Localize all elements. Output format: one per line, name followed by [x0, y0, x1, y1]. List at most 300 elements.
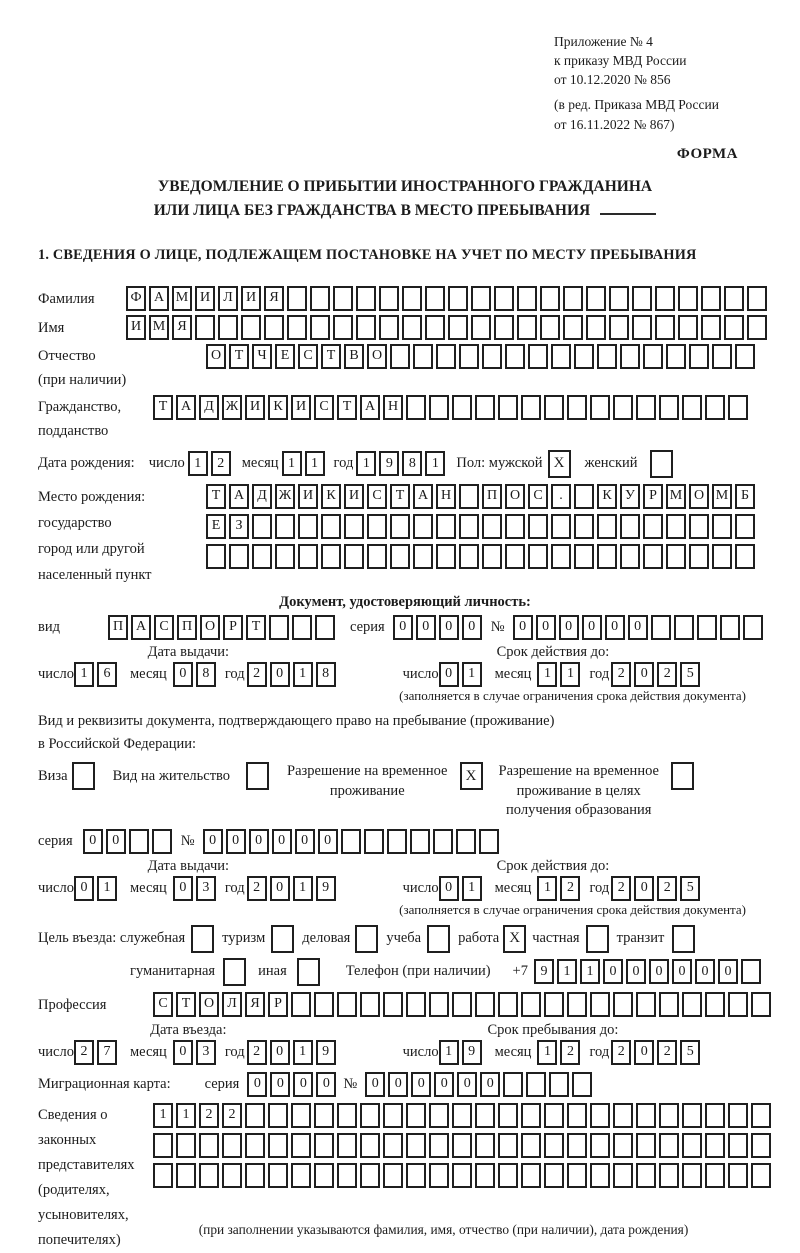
char-cell[interactable]: Т — [153, 395, 173, 420]
char-cell[interactable]: 0 — [603, 959, 623, 984]
char-cell[interactable]: 1 — [188, 451, 208, 476]
char-cell[interactable] — [310, 286, 330, 311]
char-cell[interactable] — [471, 315, 491, 340]
char-cell[interactable]: 1 — [557, 959, 577, 984]
char-cell[interactable] — [402, 286, 422, 311]
char-cell[interactable] — [728, 1163, 748, 1188]
char-cell[interactable] — [574, 514, 594, 539]
char-cell[interactable]: 0 — [416, 615, 436, 640]
char-cell[interactable] — [521, 1103, 541, 1128]
char-cell[interactable] — [705, 1163, 725, 1188]
char-cell[interactable] — [287, 286, 307, 311]
char-cell[interactable] — [459, 344, 479, 369]
char-cell[interactable] — [229, 544, 249, 569]
char-cell[interactable] — [475, 395, 495, 420]
char-cell[interactable]: О — [200, 615, 220, 640]
char-cell[interactable] — [517, 315, 537, 340]
char-cell[interactable] — [544, 1163, 564, 1188]
char-cell[interactable] — [152, 829, 172, 854]
char-cell[interactable] — [292, 615, 312, 640]
char-cell[interactable] — [268, 1133, 288, 1158]
char-cell[interactable] — [298, 544, 318, 569]
char-cell[interactable]: И — [291, 395, 311, 420]
char-cell[interactable]: П — [108, 615, 128, 640]
char-cell[interactable] — [682, 1163, 702, 1188]
char-cell[interactable] — [636, 1163, 656, 1188]
char-cell[interactable] — [344, 544, 364, 569]
char-cell[interactable]: У — [620, 484, 640, 509]
char-cell[interactable]: С — [298, 344, 318, 369]
char-cell[interactable]: И — [126, 315, 146, 340]
char-cell[interactable]: 0 — [270, 876, 290, 901]
char-cell[interactable] — [252, 514, 272, 539]
char-cell[interactable] — [505, 544, 525, 569]
char-cell[interactable]: Д — [252, 484, 272, 509]
char-cell[interactable]: 0 — [605, 615, 625, 640]
char-cell[interactable] — [517, 286, 537, 311]
char-cell[interactable] — [689, 344, 709, 369]
char-cell[interactable] — [666, 544, 686, 569]
char-cell[interactable]: О — [199, 992, 219, 1017]
char-cell[interactable]: 9 — [379, 451, 399, 476]
char-cell[interactable] — [337, 1103, 357, 1128]
char-cell[interactable]: . — [551, 484, 571, 509]
char-cell[interactable] — [314, 1103, 334, 1128]
char-cell[interactable] — [195, 315, 215, 340]
char-cell[interactable] — [436, 514, 456, 539]
residence-permit-checkbox[interactable] — [246, 762, 269, 790]
char-cell[interactable] — [360, 1103, 380, 1128]
char-cell[interactable] — [275, 514, 295, 539]
char-cell[interactable]: А — [229, 484, 249, 509]
char-cell[interactable] — [551, 344, 571, 369]
char-cell[interactable] — [720, 615, 740, 640]
char-cell[interactable] — [574, 484, 594, 509]
char-cell[interactable] — [387, 829, 407, 854]
char-cell[interactable] — [544, 1103, 564, 1128]
char-cell[interactable]: 0 — [203, 829, 223, 854]
char-cell[interactable] — [341, 829, 361, 854]
char-cell[interactable] — [705, 1133, 725, 1158]
char-cell[interactable]: 0 — [249, 829, 269, 854]
purpose-study-checkbox[interactable] — [427, 925, 450, 953]
char-cell[interactable]: С — [367, 484, 387, 509]
char-cell[interactable]: К — [268, 395, 288, 420]
char-cell[interactable]: 2 — [657, 1040, 677, 1065]
char-cell[interactable] — [436, 544, 456, 569]
char-cell[interactable] — [406, 395, 426, 420]
char-cell[interactable]: 0 — [536, 615, 556, 640]
char-cell[interactable]: Л — [218, 286, 238, 311]
char-cell[interactable]: Н — [436, 484, 456, 509]
char-cell[interactable]: 1 — [293, 876, 313, 901]
char-cell[interactable] — [429, 1133, 449, 1158]
char-cell[interactable]: Т — [229, 344, 249, 369]
char-cell[interactable] — [222, 1133, 242, 1158]
char-cell[interactable] — [613, 992, 633, 1017]
char-cell[interactable] — [314, 1163, 334, 1188]
char-cell[interactable]: 0 — [173, 662, 193, 687]
char-cell[interactable] — [620, 344, 640, 369]
char-cell[interactable]: А — [360, 395, 380, 420]
char-cell[interactable] — [298, 514, 318, 539]
char-cell[interactable]: И — [298, 484, 318, 509]
char-cell[interactable] — [659, 395, 679, 420]
char-cell[interactable]: 2 — [611, 1040, 631, 1065]
purpose-business-checkbox[interactable] — [355, 925, 378, 953]
char-cell[interactable] — [268, 1103, 288, 1128]
char-cell[interactable] — [521, 395, 541, 420]
char-cell[interactable]: 0 — [457, 1072, 477, 1097]
char-cell[interactable]: 1 — [74, 662, 94, 687]
char-cell[interactable]: 0 — [634, 1040, 654, 1065]
char-cell[interactable] — [666, 514, 686, 539]
char-cell[interactable] — [429, 395, 449, 420]
char-cell[interactable]: 8 — [402, 451, 422, 476]
char-cell[interactable] — [567, 992, 587, 1017]
char-cell[interactable] — [735, 344, 755, 369]
char-cell[interactable]: Ч — [252, 344, 272, 369]
char-cell[interactable]: 1 — [293, 662, 313, 687]
char-cell[interactable] — [705, 992, 725, 1017]
char-cell[interactable] — [632, 286, 652, 311]
char-cell[interactable] — [572, 1072, 592, 1097]
char-cell[interactable] — [712, 344, 732, 369]
char-cell[interactable]: 1 — [537, 662, 557, 687]
char-cell[interactable] — [459, 514, 479, 539]
char-cell[interactable]: 3 — [196, 876, 216, 901]
char-cell[interactable]: 0 — [226, 829, 246, 854]
char-cell[interactable] — [176, 1133, 196, 1158]
char-cell[interactable] — [482, 344, 502, 369]
char-cell[interactable] — [689, 544, 709, 569]
purpose-transit-checkbox[interactable] — [672, 925, 695, 953]
char-cell[interactable] — [356, 286, 376, 311]
char-cell[interactable]: 0 — [106, 829, 126, 854]
char-cell[interactable]: И — [245, 395, 265, 420]
char-cell[interactable] — [482, 544, 502, 569]
char-cell[interactable] — [291, 1133, 311, 1158]
char-cell[interactable]: И — [241, 286, 261, 311]
char-cell[interactable]: Р — [223, 615, 243, 640]
char-cell[interactable] — [528, 514, 548, 539]
char-cell[interactable] — [563, 286, 583, 311]
char-cell[interactable]: А — [131, 615, 151, 640]
char-cell[interactable]: Т — [176, 992, 196, 1017]
char-cell[interactable]: О — [206, 344, 226, 369]
char-cell[interactable]: Я — [245, 992, 265, 1017]
char-cell[interactable]: 0 — [270, 1040, 290, 1065]
char-cell[interactable]: Я — [264, 286, 284, 311]
char-cell[interactable] — [452, 1133, 472, 1158]
char-cell[interactable]: П — [482, 484, 502, 509]
char-cell[interactable] — [482, 514, 502, 539]
char-cell[interactable]: 0 — [318, 829, 338, 854]
char-cell[interactable]: 0 — [513, 615, 533, 640]
char-cell[interactable]: 0 — [365, 1072, 385, 1097]
char-cell[interactable]: Б — [735, 484, 755, 509]
char-cell[interactable]: 0 — [439, 662, 459, 687]
char-cell[interactable] — [567, 1133, 587, 1158]
char-cell[interactable]: К — [597, 484, 617, 509]
char-cell[interactable]: 8 — [196, 662, 216, 687]
char-cell[interactable] — [651, 615, 671, 640]
char-cell[interactable]: 0 — [480, 1072, 500, 1097]
char-cell[interactable]: О — [367, 344, 387, 369]
char-cell[interactable]: 0 — [74, 876, 94, 901]
char-cell[interactable]: 0 — [628, 615, 648, 640]
char-cell[interactable] — [728, 1133, 748, 1158]
temp-permit-edu-checkbox[interactable] — [671, 762, 694, 790]
char-cell[interactable] — [498, 1163, 518, 1188]
char-cell[interactable] — [291, 992, 311, 1017]
char-cell[interactable] — [728, 1103, 748, 1128]
char-cell[interactable]: Н — [383, 395, 403, 420]
char-cell[interactable]: Я — [172, 315, 192, 340]
char-cell[interactable] — [643, 344, 663, 369]
char-cell[interactable]: М — [172, 286, 192, 311]
char-cell[interactable] — [741, 959, 761, 984]
char-cell[interactable]: 0 — [718, 959, 738, 984]
char-cell[interactable]: 0 — [83, 829, 103, 854]
char-cell[interactable] — [586, 315, 606, 340]
char-cell[interactable] — [636, 1133, 656, 1158]
char-cell[interactable] — [659, 1103, 679, 1128]
char-cell[interactable]: А — [176, 395, 196, 420]
char-cell[interactable]: 8 — [316, 662, 336, 687]
char-cell[interactable]: 2 — [657, 876, 677, 901]
char-cell[interactable] — [659, 992, 679, 1017]
char-cell[interactable] — [590, 1133, 610, 1158]
char-cell[interactable] — [613, 1133, 633, 1158]
char-cell[interactable] — [390, 544, 410, 569]
char-cell[interactable]: Т — [206, 484, 226, 509]
char-cell[interactable] — [402, 315, 422, 340]
char-cell[interactable] — [521, 1163, 541, 1188]
char-cell[interactable] — [222, 1163, 242, 1188]
char-cell[interactable] — [544, 1133, 564, 1158]
purpose-other-checkbox[interactable] — [297, 958, 320, 986]
char-cell[interactable]: 2 — [657, 662, 677, 687]
char-cell[interactable] — [540, 286, 560, 311]
char-cell[interactable]: Д — [199, 395, 219, 420]
char-cell[interactable]: 0 — [270, 1072, 290, 1097]
char-cell[interactable]: 2 — [247, 876, 267, 901]
char-cell[interactable] — [269, 615, 289, 640]
char-cell[interactable]: 2 — [199, 1103, 219, 1128]
char-cell[interactable] — [590, 1103, 610, 1128]
char-cell[interactable] — [406, 1103, 426, 1128]
purpose-humanitarian-checkbox[interactable] — [223, 958, 246, 986]
char-cell[interactable]: 0 — [672, 959, 692, 984]
temp-permit-checkbox[interactable]: X — [460, 762, 483, 790]
char-cell[interactable] — [344, 514, 364, 539]
char-cell[interactable]: 0 — [393, 615, 413, 640]
char-cell[interactable]: 1 — [425, 451, 445, 476]
char-cell[interactable] — [360, 1163, 380, 1188]
char-cell[interactable] — [590, 1163, 610, 1188]
char-cell[interactable] — [337, 1133, 357, 1158]
char-cell[interactable]: 1 — [176, 1103, 196, 1128]
char-cell[interactable]: А — [149, 286, 169, 311]
char-cell[interactable] — [452, 1103, 472, 1128]
char-cell[interactable] — [678, 286, 698, 311]
char-cell[interactable] — [206, 544, 226, 569]
char-cell[interactable] — [471, 286, 491, 311]
char-cell[interactable] — [674, 615, 694, 640]
char-cell[interactable] — [413, 514, 433, 539]
char-cell[interactable]: Т — [337, 395, 357, 420]
char-cell[interactable]: 3 — [196, 1040, 216, 1065]
char-cell[interactable] — [452, 1163, 472, 1188]
char-cell[interactable] — [747, 315, 767, 340]
char-cell[interactable]: 0 — [626, 959, 646, 984]
char-cell[interactable]: 0 — [439, 876, 459, 901]
char-cell[interactable] — [337, 992, 357, 1017]
char-cell[interactable] — [406, 1133, 426, 1158]
char-cell[interactable] — [241, 315, 261, 340]
char-cell[interactable] — [379, 315, 399, 340]
char-cell[interactable]: 1 — [282, 451, 302, 476]
char-cell[interactable]: П — [177, 615, 197, 640]
char-cell[interactable] — [252, 544, 272, 569]
char-cell[interactable]: Т — [246, 615, 266, 640]
char-cell[interactable] — [452, 992, 472, 1017]
char-cell[interactable] — [425, 286, 445, 311]
char-cell[interactable]: 1 — [537, 876, 557, 901]
char-cell[interactable] — [360, 1133, 380, 1158]
char-cell[interactable] — [544, 395, 564, 420]
char-cell[interactable] — [705, 395, 725, 420]
char-cell[interactable] — [275, 544, 295, 569]
char-cell[interactable] — [567, 1163, 587, 1188]
char-cell[interactable] — [268, 1163, 288, 1188]
char-cell[interactable] — [410, 829, 430, 854]
char-cell[interactable] — [574, 544, 594, 569]
char-cell[interactable]: С — [153, 992, 173, 1017]
char-cell[interactable]: 1 — [462, 876, 482, 901]
sex-female-checkbox[interactable] — [650, 450, 673, 478]
char-cell[interactable] — [586, 286, 606, 311]
char-cell[interactable] — [636, 1103, 656, 1128]
char-cell[interactable] — [315, 615, 335, 640]
char-cell[interactable] — [390, 514, 410, 539]
char-cell[interactable] — [728, 395, 748, 420]
char-cell[interactable]: 9 — [316, 876, 336, 901]
char-cell[interactable] — [475, 1163, 495, 1188]
char-cell[interactable] — [590, 395, 610, 420]
purpose-work-checkbox[interactable]: X — [503, 925, 526, 953]
char-cell[interactable] — [413, 544, 433, 569]
char-cell[interactable]: 0 — [634, 662, 654, 687]
char-cell[interactable]: 2 — [611, 876, 631, 901]
char-cell[interactable] — [659, 1133, 679, 1158]
char-cell[interactable] — [436, 344, 456, 369]
char-cell[interactable]: 1 — [97, 876, 117, 901]
char-cell[interactable]: 5 — [680, 876, 700, 901]
char-cell[interactable] — [712, 514, 732, 539]
char-cell[interactable] — [413, 344, 433, 369]
char-cell[interactable]: 1 — [305, 451, 325, 476]
char-cell[interactable] — [636, 395, 656, 420]
char-cell[interactable]: С — [314, 395, 334, 420]
char-cell[interactable]: 1 — [560, 662, 580, 687]
char-cell[interactable] — [498, 395, 518, 420]
char-cell[interactable] — [337, 1163, 357, 1188]
char-cell[interactable]: 0 — [173, 1040, 193, 1065]
char-cell[interactable]: А — [413, 484, 433, 509]
char-cell[interactable]: 0 — [411, 1072, 431, 1097]
char-cell[interactable] — [521, 992, 541, 1017]
char-cell[interactable]: 0 — [582, 615, 602, 640]
char-cell[interactable] — [383, 1103, 403, 1128]
char-cell[interactable] — [751, 992, 771, 1017]
char-cell[interactable] — [433, 829, 453, 854]
char-cell[interactable] — [549, 1072, 569, 1097]
char-cell[interactable] — [728, 992, 748, 1017]
char-cell[interactable] — [448, 315, 468, 340]
char-cell[interactable] — [406, 992, 426, 1017]
char-cell[interactable] — [505, 514, 525, 539]
char-cell[interactable] — [632, 315, 652, 340]
char-cell[interactable] — [643, 514, 663, 539]
char-cell[interactable] — [689, 514, 709, 539]
char-cell[interactable]: 0 — [559, 615, 579, 640]
char-cell[interactable] — [712, 544, 732, 569]
char-cell[interactable] — [333, 315, 353, 340]
char-cell[interactable] — [655, 315, 675, 340]
char-cell[interactable] — [590, 992, 610, 1017]
char-cell[interactable]: 7 — [97, 1040, 117, 1065]
char-cell[interactable] — [551, 514, 571, 539]
char-cell[interactable] — [494, 315, 514, 340]
char-cell[interactable] — [705, 1103, 725, 1128]
char-cell[interactable] — [383, 1133, 403, 1158]
purpose-private-checkbox[interactable] — [586, 925, 609, 953]
char-cell[interactable]: 0 — [293, 1072, 313, 1097]
char-cell[interactable] — [544, 992, 564, 1017]
char-cell[interactable] — [379, 286, 399, 311]
char-cell[interactable]: 0 — [316, 1072, 336, 1097]
char-cell[interactable] — [218, 315, 238, 340]
char-cell[interactable]: Ж — [222, 395, 242, 420]
char-cell[interactable]: К — [321, 484, 341, 509]
char-cell[interactable]: О — [505, 484, 525, 509]
char-cell[interactable]: 0 — [295, 829, 315, 854]
char-cell[interactable]: Ф — [126, 286, 146, 311]
char-cell[interactable]: 0 — [272, 829, 292, 854]
char-cell[interactable]: О — [689, 484, 709, 509]
char-cell[interactable] — [475, 1133, 495, 1158]
char-cell[interactable] — [448, 286, 468, 311]
char-cell[interactable] — [747, 286, 767, 311]
char-cell[interactable] — [429, 1163, 449, 1188]
char-cell[interactable]: 1 — [462, 662, 482, 687]
char-cell[interactable] — [613, 1103, 633, 1128]
purpose-official-checkbox[interactable] — [191, 925, 214, 953]
char-cell[interactable] — [609, 315, 629, 340]
char-cell[interactable]: Л — [222, 992, 242, 1017]
char-cell[interactable]: З — [229, 514, 249, 539]
char-cell[interactable]: 1 — [153, 1103, 173, 1128]
char-cell[interactable]: 0 — [462, 615, 482, 640]
char-cell[interactable]: Ж — [275, 484, 295, 509]
char-cell[interactable]: 1 — [356, 451, 376, 476]
char-cell[interactable] — [459, 484, 479, 509]
char-cell[interactable]: 0 — [434, 1072, 454, 1097]
char-cell[interactable] — [528, 544, 548, 569]
char-cell[interactable] — [503, 1072, 523, 1097]
